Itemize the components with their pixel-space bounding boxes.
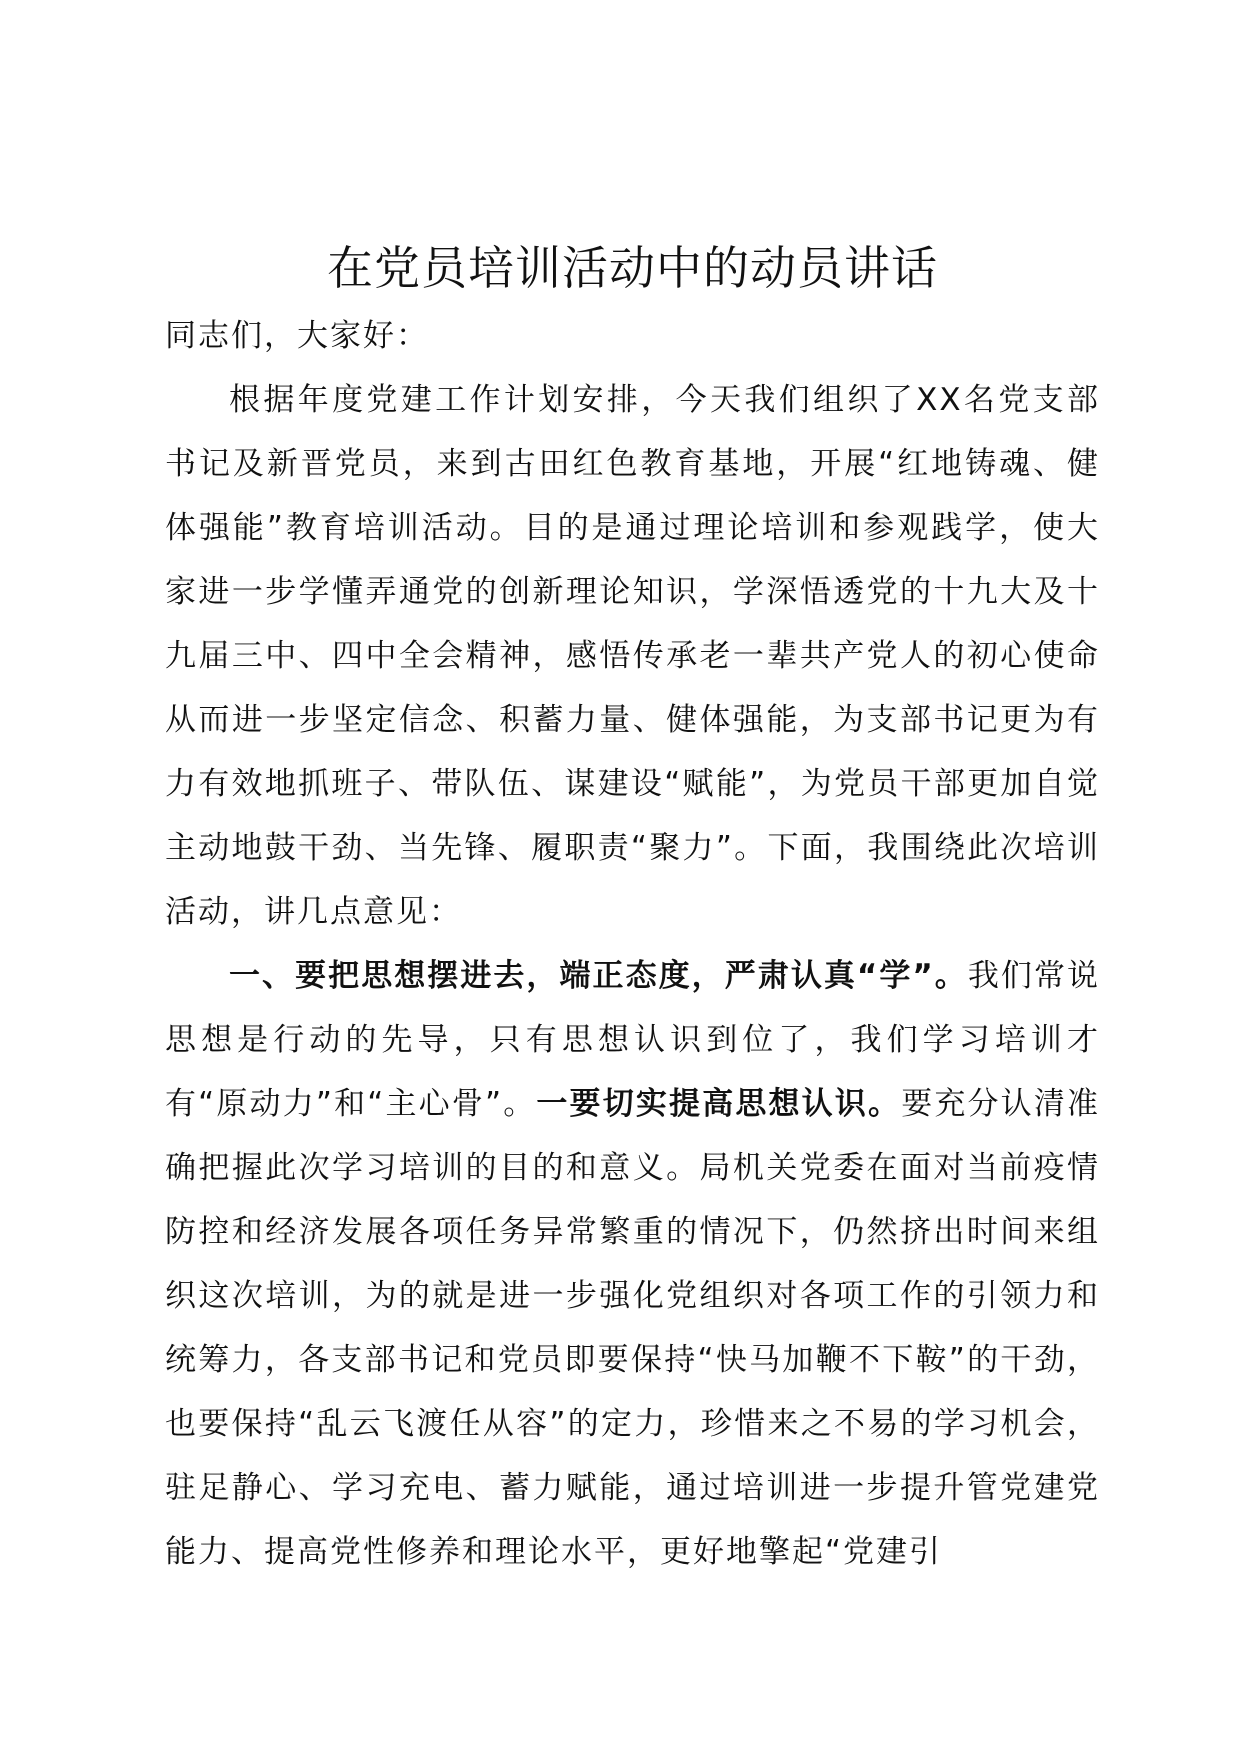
section-subheading: 一要切实提高思想认识。: [536, 1086, 902, 1122]
paragraph-intro: 根据年度党建工作计划安排，今天我们组织了XX名党支部书记及新晋党员，来到古田红色教育基地，开展“红地铸魂、健体强能”教育培训活动。目的是通过理论培训和参观践学，使大家进一步学懂弄通党的创新理论知识，学深悟透党的十九大及十九届三中、四中全会精神，感悟传承老一辈共产党人的初心使命从而进一步坚定信念、积蓄力量、健体强能，为支部书记更为有力有效地抓班子、带队伍、谋建设“赋能”，为党员干部更加自觉主动地鼓干劲、当先锋、履职责“聚力”。下面，我围绕此次培训活动，讲几点意见：: [165, 382, 1100, 930]
salutation: 同志们，大家好：: [165, 318, 429, 354]
section-text-continued: 要充分认清准确把握此次学习培训的目的和意义。局机关党委在面对当前疫情防控和经济发展各项任务异常繁重的情况下，仍然挤出时间来组织这次培训，为的就是进一步强化党组织对各项工作的引领力和统筹力，各支部书记和党员即要保持“快马加鞭不下鞍”的干劲，也要保持“乱云飞渡任从容”的定力，珍惜来之不易的学习机会，驻足静心、学习充电、蓄力赋能，通过培训进一步提升管党建党能力、提高党性修养和理论水平，更好地擎起“党建引: [165, 1086, 1101, 1570]
paragraph-section-one: [165, 944, 1100, 1584]
section-text: 我们常说思想是行动的先导，只有思想认识到位了，我们学习培训才有“原动力”和“主心骨”。: [165, 958, 1101, 1122]
document-title: 在党员培训活动中的动员讲话: [327, 241, 938, 295]
section-heading: 一、要把思想摆进去，端正态度，严肃认真“学”。: [229, 958, 968, 994]
